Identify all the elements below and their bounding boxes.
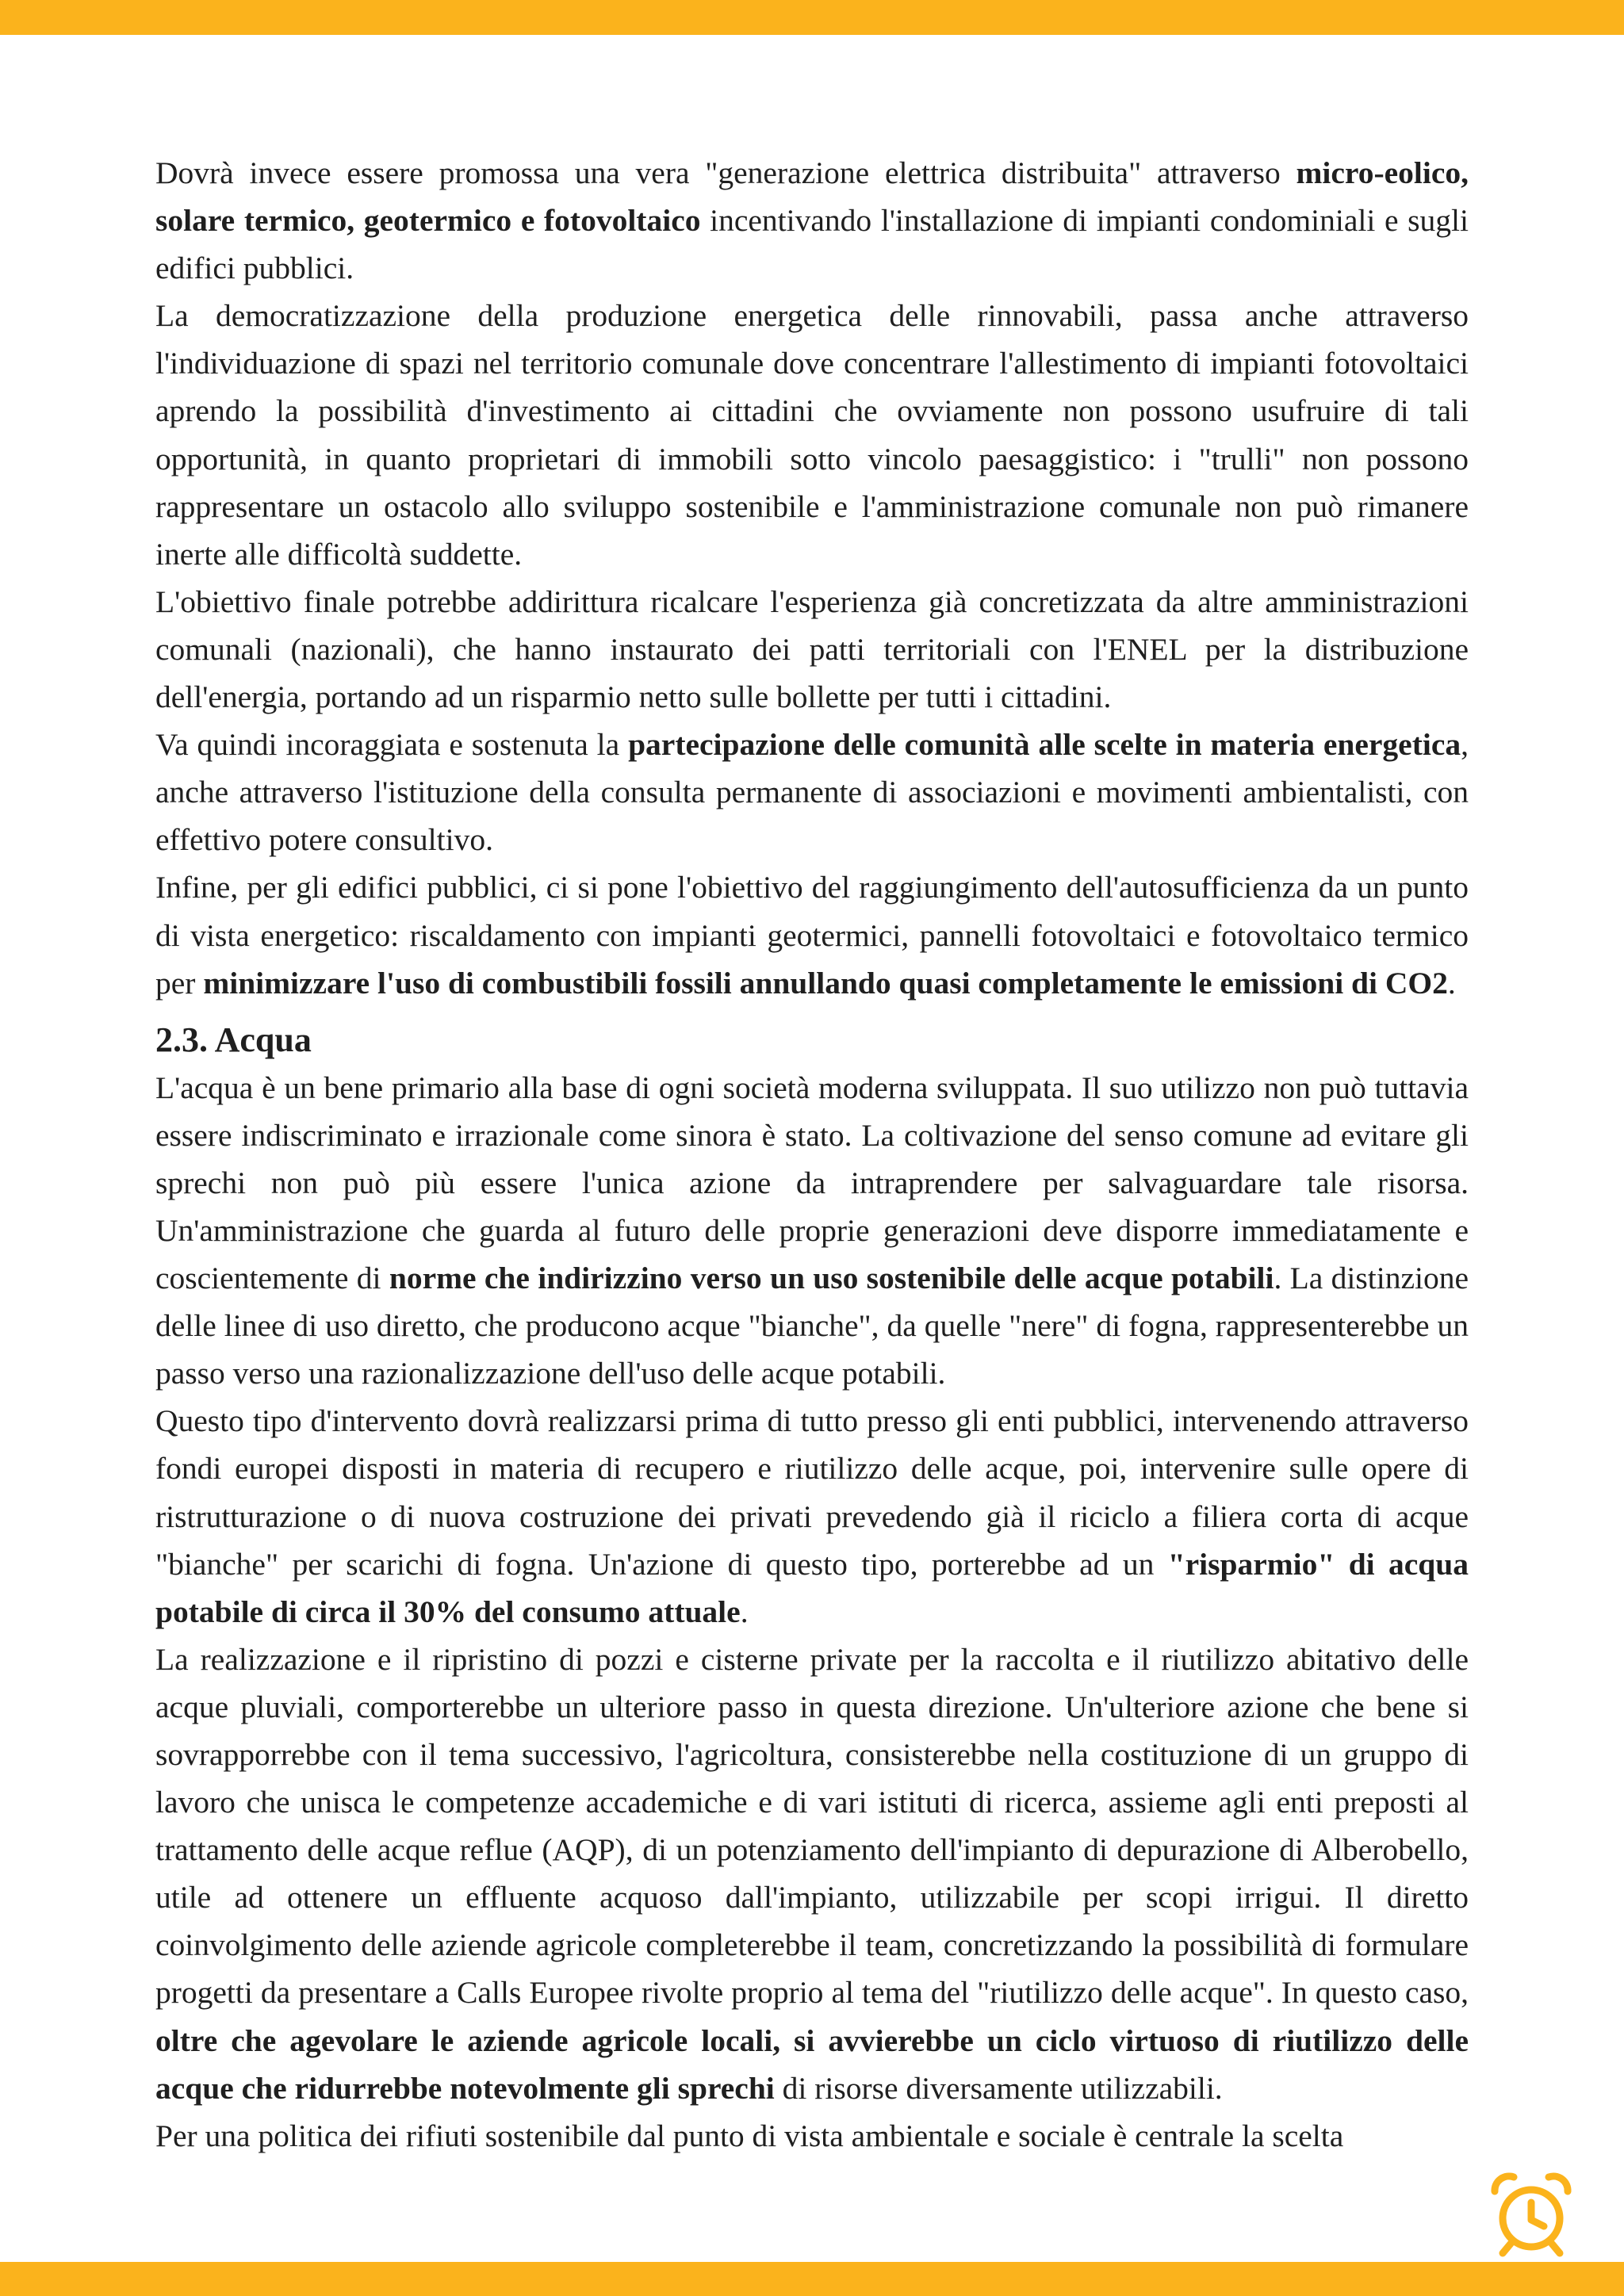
paragraph-water-2: Questo tipo d'intervento dovrà realizzarsi prima di tutto presso gli enti pubblici, intervenendo attraverso fondi europei disposti in materia di recupero e riutilizzo delle acque, poi, intervenire sulle opere di ristrutturazione o di nuova costruzione dei privati prevedendo già il riciclo a filiera corta di acque "bianche" per scarichi di fogna. Un'azione di questo tipo, porterebbe ad un "risparmio" di acqua potabile di circa il 30% del consumo attuale. — [155, 1403, 1469, 1629]
paragraph-water-4: Per una politica dei rifiuti sostenibile dal punto di vista ambientale e sociale è centrale la scelta — [155, 2118, 1344, 2153]
bold-phrase: oltre che agevolare le aziende agricole locali, si avvierebbe un ciclo virtuoso di riutilizzo delle acque che ridurrebbe notevolmente gli sprechi — [155, 2022, 1469, 2106]
paragraph-energy-5: Infine, per gli edifici pubblici, ci si pone l'obiettivo del raggiungimento dell'autosufficienza da un punto di vista energetico: riscaldamento con impianti geotermici, pannelli fotovoltaici e fotovoltaico termico per minimizzare l'uso di combustibili fossili annullando quasi completamente le emissioni di CO2. — [155, 870, 1469, 1001]
paragraph-energy-3: L'obiettivo finale potrebbe addirittura ricalcare l'esperienza già concretizzata da altre amministrazioni comunali (nazionali), che hanno instaurato dei patti territoriali con l'ENEL per la distribuzione dell'energia, portando ad un risparmio netto sulle bollette per tutti i cittadini. — [155, 584, 1469, 715]
paragraph-energy-1: Dovrà invece essere promossa una vera "generazione elettrica distribuita" attraverso micro-eolico, solare termico, geotermico e fotovoltaico incentivando l'installazione di impianti condominiali e sugli edifici pubblici. — [155, 155, 1469, 286]
bold-phrase: partecipazione delle comunità alle scelte in materia energetica — [628, 727, 1461, 763]
bold-phrase: "risparmio" di acqua potabile di circa il 30% del consumo attuale — [155, 1546, 1469, 1629]
paragraph-water-1: L'acqua è un bene primario alla base di ogni società moderna sviluppata. Il suo utilizzo non può tuttavia essere indiscriminato e irrazionale come sinora è stato. La coltivazione del senso comune ad evitare gli sprechi non può più essere l'unica azione da intraprendere per salvaguardare tale risorsa. Un'amministrazione che guarda al futuro delle proprie generazioni deve disporre immediatamente e coscientemente di norme che indirizzino verso un uso sostenibile delle acque potabili. La distinzione delle linee di uso diretto, che producono acque "bianche", da quelle "nere" di fogna, rappresenterebbe un passo verso una razionalizzazione dell'uso delle acque potabili. — [155, 1070, 1469, 1391]
paragraph-energy-2: La democratizzazione della produzione energetica delle rinnovabili, passa anche attraverso l'individuazione di spazi nel territorio comunale dove concentrare l'allestimento di impianti fotovoltaici aprendo la possibilità d'investimento ai cittadini che ovviamente non possono usufruire di tali opportunità, in quanto proprietari di immobili sotto vincolo paesaggistico: i "trulli" non possono rappresentare un ostacolo allo sviluppo sostenibile e l'amministrazione comunale non può rimanere inerte alle difficoltà suddette. — [155, 298, 1469, 572]
bold-phrase: norme che indirizzino verso un uso sostenibile delle acque potabili — [389, 1261, 1274, 1296]
bottom-accent-bar — [0, 2262, 1624, 2296]
alarm-clock-icon — [1487, 2171, 1576, 2260]
page-body — [155, 149, 1469, 2160]
bold-phrase: minimizzare l'uso di combustibili fossili annullando quasi completamente le emissioni di CO2 — [203, 965, 1448, 1001]
section-heading-acqua: 2.3. Acqua — [155, 1020, 312, 1059]
paragraph-water-3: La realizzazione e il ripristino di pozzi e cisterne private per la raccolta e il riutilizzo abitativo delle acque pluviali, comporterebbe un ulteriore passo in questa direzione. Un'ulteriore azione che bene si sovrapporrebbe con il tema successivo, l'agricoltura, consisterebbe nella costituzione di un gruppo di lavoro che unisca le competenze accademiche e di vari istituti di ricerca, assieme agli enti preposti al trattamento delle acque reflue (AQP), di un potenziamento dell'impianto di depurazione di Alberobello, utile ad ottenere un effluente acquoso dall'impianto, utilizzabile per scopi irrigui. Il diretto coinvolgimento delle aziende agricole completerebbe il team, concretizzando la possibilità di formulare progetti da presentare a Calls Europee rivolte proprio al tema del "riutilizzo delle acque". In questo caso, oltre che agevolare le aziende agricole locali, si avvierebbe un ciclo virtuoso di riutilizzo delle acque che ridurrebbe notevolmente gli sprechi di risorse diversamente utilizzabili. — [155, 1641, 1469, 2106]
bold-phrase: micro-eolico, solare termico, geotermico e fotovoltaico — [155, 155, 1469, 239]
top-accent-bar — [0, 0, 1624, 35]
paragraph-energy-4: Va quindi incoraggiata e sostenuta la partecipazione delle comunità alle scelte in materia energetica, anche attraverso l'istituzione della consulta permanente di associazioni e movimenti ambientalisti, con effettivo potere consultivo. — [155, 727, 1469, 858]
